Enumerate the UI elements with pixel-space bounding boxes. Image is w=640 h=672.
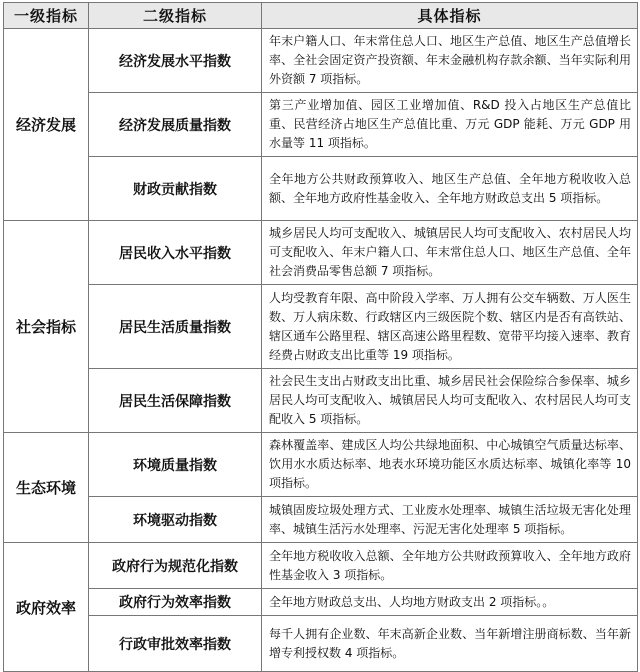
header-level1: 一级指标 xyxy=(4,3,89,29)
level2-cell: 行政审批效率指数 xyxy=(89,616,262,672)
table-row xyxy=(4,221,638,285)
level1-government: 政府效率 xyxy=(4,543,89,672)
spec-cell: 城镇固废垃圾处理方式、工业废水处理率、城镇生活垃圾无害化处理率、城镇生活污水处理率、污泥无害化处理率 5 项指标。 xyxy=(262,497,638,543)
table-row xyxy=(4,616,638,672)
level2-cell: 政府行为规范化指数 xyxy=(89,543,262,589)
spec-cell: 第三产业增加值、园区工业增加值、R&D 投入占地区生产总值比重、民营经济占地区生产总值比重、万元 GDP 能耗、万元 GDP 用水量等 11 项指标。 xyxy=(262,93,638,157)
spec-cell: 每千人拥有企业数、年末高新企业数、当年新增注册商标数、当年新增专利授权数 4 项指标。 xyxy=(262,616,638,672)
header-level2: 二级指标 xyxy=(89,3,262,29)
level2-cell: 财政贡献指数 xyxy=(89,157,262,221)
table-row xyxy=(4,543,638,589)
level1-ecology: 生态环境 xyxy=(4,433,89,543)
level1-social: 社会指标 xyxy=(4,221,89,433)
level2-cell: 居民生活保障指数 xyxy=(89,369,262,433)
level2-cell: 政府行为效率指数 xyxy=(89,589,262,616)
spec-cell: 年末户籍人口、年末常住总人口、地区生产总值、地区生产总值增长率、全社会固定资产投资额、年末金融机构存款余额、当年实际利用外资额 7 项指标。 xyxy=(262,29,638,93)
table-row xyxy=(4,157,638,221)
level1-economic: 经济发展 xyxy=(4,29,89,221)
level2-cell: 环境驱动指数 xyxy=(89,497,262,543)
header-specific: 具体指标 xyxy=(262,3,638,29)
table-row xyxy=(4,433,638,497)
table-row xyxy=(4,285,638,369)
table-row xyxy=(4,589,638,616)
level2-cell: 经济发展质量指数 xyxy=(89,93,262,157)
spec-cell: 社会民生支出占财政支出比重、城乡居民社会保险综合参保率、城乡居民人均可支配收入、城镇居民人均可支配收入、农村居民人均可支配收入 5 项指标。 xyxy=(262,369,638,433)
table-row xyxy=(4,29,638,93)
table-header-row xyxy=(4,3,638,29)
level2-cell: 经济发展水平指数 xyxy=(89,29,262,93)
table-row xyxy=(4,93,638,157)
level2-cell: 居民收入水平指数 xyxy=(89,221,262,285)
spec-cell: 全年地方税收收入总额、全年地方公共财政预算收入、全年地方政府性基金收入 3 项指标。 xyxy=(262,543,638,589)
spec-cell: 人均受教育年限、高中阶段入学率、万人拥有公交车辆数、万人医生数、万人病床数、行政辖区内三级医院个数、辖区内是否有高铁站、辖区通车公路里程、辖区高速公路里程数、宽带平均接入速率、教育经费占财政支出比重等 19 项指标。 xyxy=(262,285,638,369)
spec-cell: 全年地方财政总支出、人均地方财政支出 2 项指标。。 xyxy=(262,589,638,616)
table-row xyxy=(4,369,638,433)
level2-cell: 环境质量指数 xyxy=(89,433,262,497)
spec-cell: 森林覆盖率、建成区人均公共绿地面积、中心城镇空气质量达标率、饮用水水质达标率、地表水环境功能区水质达标率、城镇化率等 10 项指标。 xyxy=(262,433,638,497)
indicator-table xyxy=(3,2,638,672)
spec-cell: 全年地方公共财政预算收入、地区生产总值、全年地方税收收入总额、全年地方政府性基金收入、全年地方财政总支出 5 项指标。 xyxy=(262,157,638,221)
table-row xyxy=(4,497,638,543)
spec-cell: 城乡居民人均可支配收入、城镇居民人均可支配收入、农村居民人均可支配收入、年末户籍人口、年末常住总人口、地区生产总值、全年社会消费品零售总额 7 项指标。 xyxy=(262,221,638,285)
level2-cell: 居民生活质量指数 xyxy=(89,285,262,369)
